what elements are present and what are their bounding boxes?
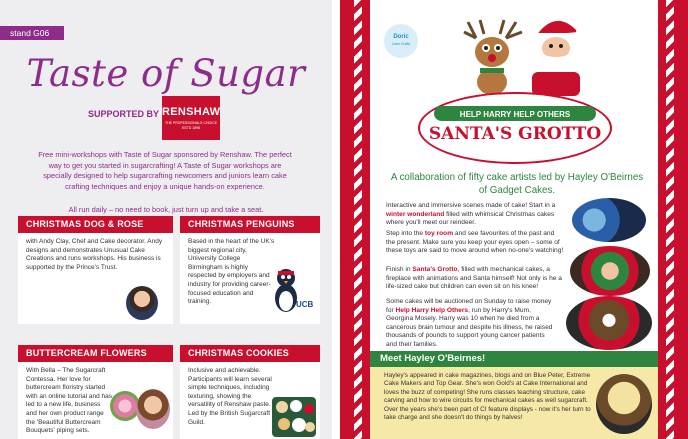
card-text: with Andy Clay, Chef and Cake decorator. Andy designs and demonstrates Unusual Cake Creations and runs workshops. His business is supported by the Prince's Trust.	[26, 238, 163, 271]
card-text: Inclusive and achievable. Participants will learn several simple techniques, including texturing, showing the versatility of Renshaw paste. Led by the British Sugarcraft Guild.	[188, 367, 272, 426]
paragraph-auction	[386, 298, 554, 350]
renshaw-logo-name: RENSHAW	[162, 106, 221, 118]
meet-heading: Meet Hayley O'Beirnes!	[370, 351, 658, 367]
workshop-card-cookies	[180, 345, 320, 439]
paragraph-text: Some cakes will be auctioned on Sunday to raise money for	[386, 298, 552, 314]
santa-cake-image	[522, 14, 590, 96]
paragraph-santas-grotto	[386, 266, 564, 292]
bella-photo	[136, 389, 170, 429]
paragraph-text: Finish in	[386, 266, 413, 273]
paragraph-text: and see favourites of the past and the present. Make sure you keep your eyes open – some of these toys are said to move around when no-one's watching!	[386, 230, 564, 255]
right-page	[340, 0, 688, 439]
intro-paragraph: Free mini-workshops with Taste of Sugar sponsored by Renshaw. The perfect way to get you started in sugarcrafting! A Taste of Sugar workshops are specially designed to help sugarcrafting newcomers and juniors learn cake crafting techniques and enjoy a unique hands-on experience.	[38, 150, 292, 191]
hayley-photo	[596, 374, 652, 434]
grotto-content	[370, 0, 658, 439]
stand-badge: stand G06	[0, 26, 64, 40]
ucb-logo: UCB	[296, 300, 314, 309]
card-title: CHRISTMAS DOG & ROSE	[18, 216, 173, 233]
card-text: With Bella – The Sugarcraft Contessa. Her love for buttercream floristry started with an online tutorial and has led to a new life, business and her own product range the 'Beautiful Buttercream Bouquets' piping sets.	[26, 367, 113, 435]
renshaw-logo-tagline: THE PROFESSIONALS CHOICE	[164, 121, 218, 125]
highlight-santas-grotto: Santa's Grotto	[412, 266, 458, 273]
card-title: CHRISTMAS COOKIES	[180, 345, 320, 362]
winter-cake-photo	[572, 198, 646, 242]
paragraph-text: filled with whimsical Christmas cakes where you'll meet our reindeer.	[386, 210, 555, 227]
workshop-card-penguins	[180, 216, 320, 324]
paragraph-text: Step into the	[386, 230, 425, 237]
reindeer-cake-image	[462, 18, 524, 96]
paragraph-text: , run by Harry's Mum, Georgina Mosely. Harry was 10 when he died from a cancerous brain tumour and despite his illness, he raised thousands of pounds to support young cancer patients and their families.	[386, 306, 553, 348]
highlight-help-harry: Help Harry Help Others	[395, 306, 469, 314]
candy-stripe-left	[354, 0, 362, 439]
supported-by-label: SUPPORTED BY	[88, 109, 160, 119]
candy-stripe-right	[666, 0, 674, 439]
elf-cake-photo	[570, 246, 650, 296]
grotto-subtitle: HELP HARRY HELP OTHERS	[459, 110, 571, 119]
paragraph-text: , filled with mechanical cakes, a fireplace with animations and Santa himself! Not only is he a life-sized cake but children can even sit on his knee!	[386, 266, 562, 291]
meet-text: Hayley's appeared in cake magazines, blogs and on Blue Peter, Extreme Cake Makers and Top Gear. She's won Gold's at Cake International and loves the buzz of competing! She runs classes teaching structure, cake carving and how to wire circuits for mechanical cakes as well sugarcraft. Over the years she's been part of CI feature displays - now it's her turn to take charge and she doesn't do things by halves!	[384, 372, 591, 422]
card-title: BUTTERCREAM FLOWERS	[18, 345, 173, 362]
doric-logo-sub: Cake Crafts	[391, 42, 411, 46]
highlight-winter-wonderland: winter wonderland	[386, 210, 445, 218]
renshaw-logo	[162, 96, 220, 140]
paragraph-toy-room	[386, 230, 564, 256]
collaboration-heading: A collaboration of fifty cake artists led by Hayley O'Beirnes of Gadget Cakes.	[390, 172, 644, 196]
doric-logo-name: Doric	[393, 34, 409, 40]
all-run-note: All run daily – no need to book, just turn up and take a seat.	[68, 205, 264, 214]
paragraph-winter-wonderland	[386, 202, 564, 228]
workshop-card-buttercream	[18, 345, 173, 439]
workshop-card-dog-rose	[18, 216, 173, 324]
left-page	[0, 0, 332, 439]
card-text: Based in the heart of the UK's biggest regional city, University College Birmingham is highly respected by employers and industry for providing career-focused education and training.	[188, 238, 275, 306]
paragraph-text: Interactive and immersive scenes made of cake! Start in a	[386, 202, 556, 209]
card-title: CHRISTMAS PENGUINS	[180, 216, 320, 233]
andy-clay-photo	[126, 286, 158, 320]
animal-cake-photo	[566, 296, 652, 350]
page-title: Taste of Sugar	[26, 52, 306, 95]
grotto-title: SANTA'S GROTTO	[428, 124, 602, 144]
cookies-image	[272, 397, 316, 437]
renshaw-logo-est: ESTD 1898	[181, 126, 201, 130]
highlight-toy-room: toy room	[424, 230, 454, 237]
doric-logo	[384, 24, 418, 58]
